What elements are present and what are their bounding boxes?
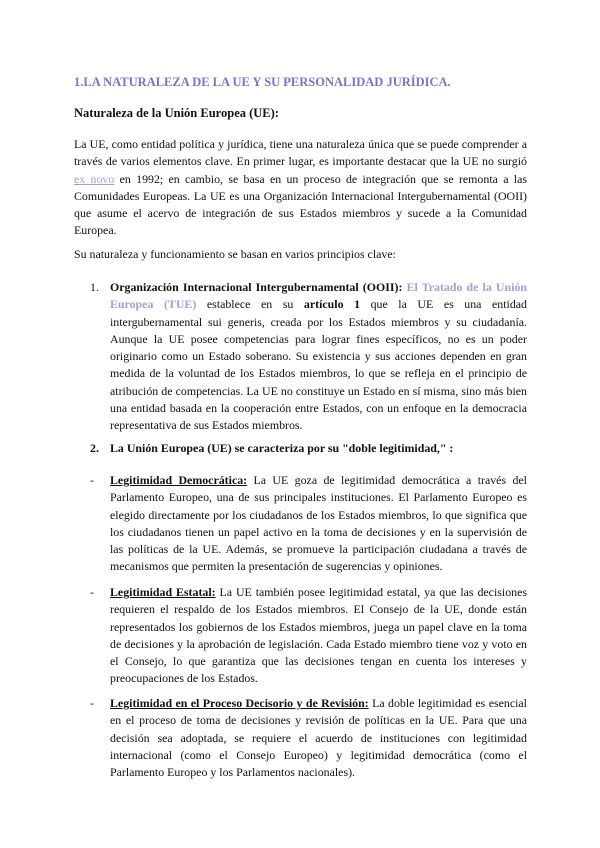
item-1-text-1: establece en su bbox=[196, 297, 304, 312]
subsection-heading: Naturaleza de la Unión Europea (UE): bbox=[74, 106, 279, 120]
intro-paragraph bbox=[74, 136, 527, 240]
principles-intro: Su naturaleza y funcionamiento se basan en varios principios clave: bbox=[74, 247, 396, 261]
item-1-title: Organización Internacional Intergubernamental (OOII): bbox=[110, 280, 403, 294]
bullet-1-title: Legitimidad Democrática: bbox=[110, 473, 248, 487]
bullet-3-paragraph bbox=[110, 695, 527, 781]
intro-text-1: La UE, como entidad política y jurídica, tiene una naturaleza única que se puede comprender a través de varios elementos clave. En primer lugar, es importante destacar que la UE no surgió bbox=[74, 137, 527, 169]
bullet-2-text: La UE también posee legitimidad estatal, ya que las decisiones requieren el respaldo de los Estados miembros. El Consejo de la UE, donde están representados los gobiernos de los Estados miembros, juega un papel clave en la toma de decisiones y la aprobación de legislación. Cada Estado miembro tiene voz y voto en el Consejo, lo que garantiza que las decisiones tengan en cuenta los intereses y preocupaciones de los Estados. bbox=[110, 585, 527, 686]
bullet-2-paragraph bbox=[110, 584, 527, 688]
item-2-number: 2. bbox=[90, 441, 99, 455]
item-1-paragraph bbox=[110, 279, 527, 435]
bullet-2-dash: - bbox=[90, 585, 94, 599]
ex-novo-link[interactable]: ex novo bbox=[74, 171, 115, 186]
bullet-1-paragraph bbox=[110, 472, 527, 576]
bullet-3-dash: - bbox=[90, 696, 94, 710]
bullet-1-dash: - bbox=[90, 473, 94, 487]
item-1-number: 1. bbox=[90, 280, 99, 294]
bullet-3-text: La doble legitimidad es esencial en el proceso de toma de decisiones y revisión de políticas en la UE. Para que una decisión sea adoptada, se requiere el acuerdo de instituciones con legitimidad internacional (como el Consejo Europeo) y legitimidad democrática (como el Parlamento Europeo y los Parlamentos nacionales). bbox=[110, 696, 527, 780]
article-1-ref: artículo 1 bbox=[303, 297, 361, 312]
section-heading: 1.LA NATURALEZA DE LA UE Y SU PERSONALIDAD JURÍDICA. bbox=[74, 75, 451, 89]
item-2-title: La Unión Europea (UE) se caracteriza por su "doble legitimidad," : bbox=[110, 441, 454, 455]
item-1-text-2: que la UE es una entidad intergubernamental sui generis, creada por los Estados miembros y su ciudadanía. Aunque la UE posee competencias para lograr fines específicos, no es un poder originario como un Estado soberano. Su existencia y sus acciones dependen en gran medida de la voluntad de los Estados miembros, lo que se refleja en el principio de atribución de competencias. La UE no constituye un Estado en sí misma, sino más bien una entidad basada en la cooperación entre Estados, con un enfoque en la democracia representativa de sus Estados miembros. bbox=[110, 297, 527, 433]
bullet-1-text: La UE goza de legitimidad democrática a través del Parlamento Europeo, una de sus principales instituciones. El Parlamento Europeo es elegido directamente por los ciudadanos de los Estados miembros, lo que significa que los ciudadanos tienen un papel activo en la toma de decisiones y en la supervisión de las políticas de la UE. Además, se promueve la participación ciudadana a través de mecanismos que permiten la presentación de sugerencias y opiniones. bbox=[110, 473, 527, 574]
tue-link[interactable]: El Tratado de la Unión Europea (TUE) bbox=[110, 280, 527, 312]
bullet-2-title: Legitimidad Estatal: bbox=[110, 585, 216, 599]
bullet-3-title: Legitimidad en el Proceso Decisorio y de Revisión: bbox=[110, 696, 369, 710]
intro-text-2: en 1992; en cambio, se basa en un proceso de integración que se remonta a las Comunidades Europeas. La UE es una Organización Internacional Intergubernamental (OOII) que asume el acervo de integración de sus Estados miembros y sucede a la Comunidad Europea. bbox=[74, 171, 527, 238]
